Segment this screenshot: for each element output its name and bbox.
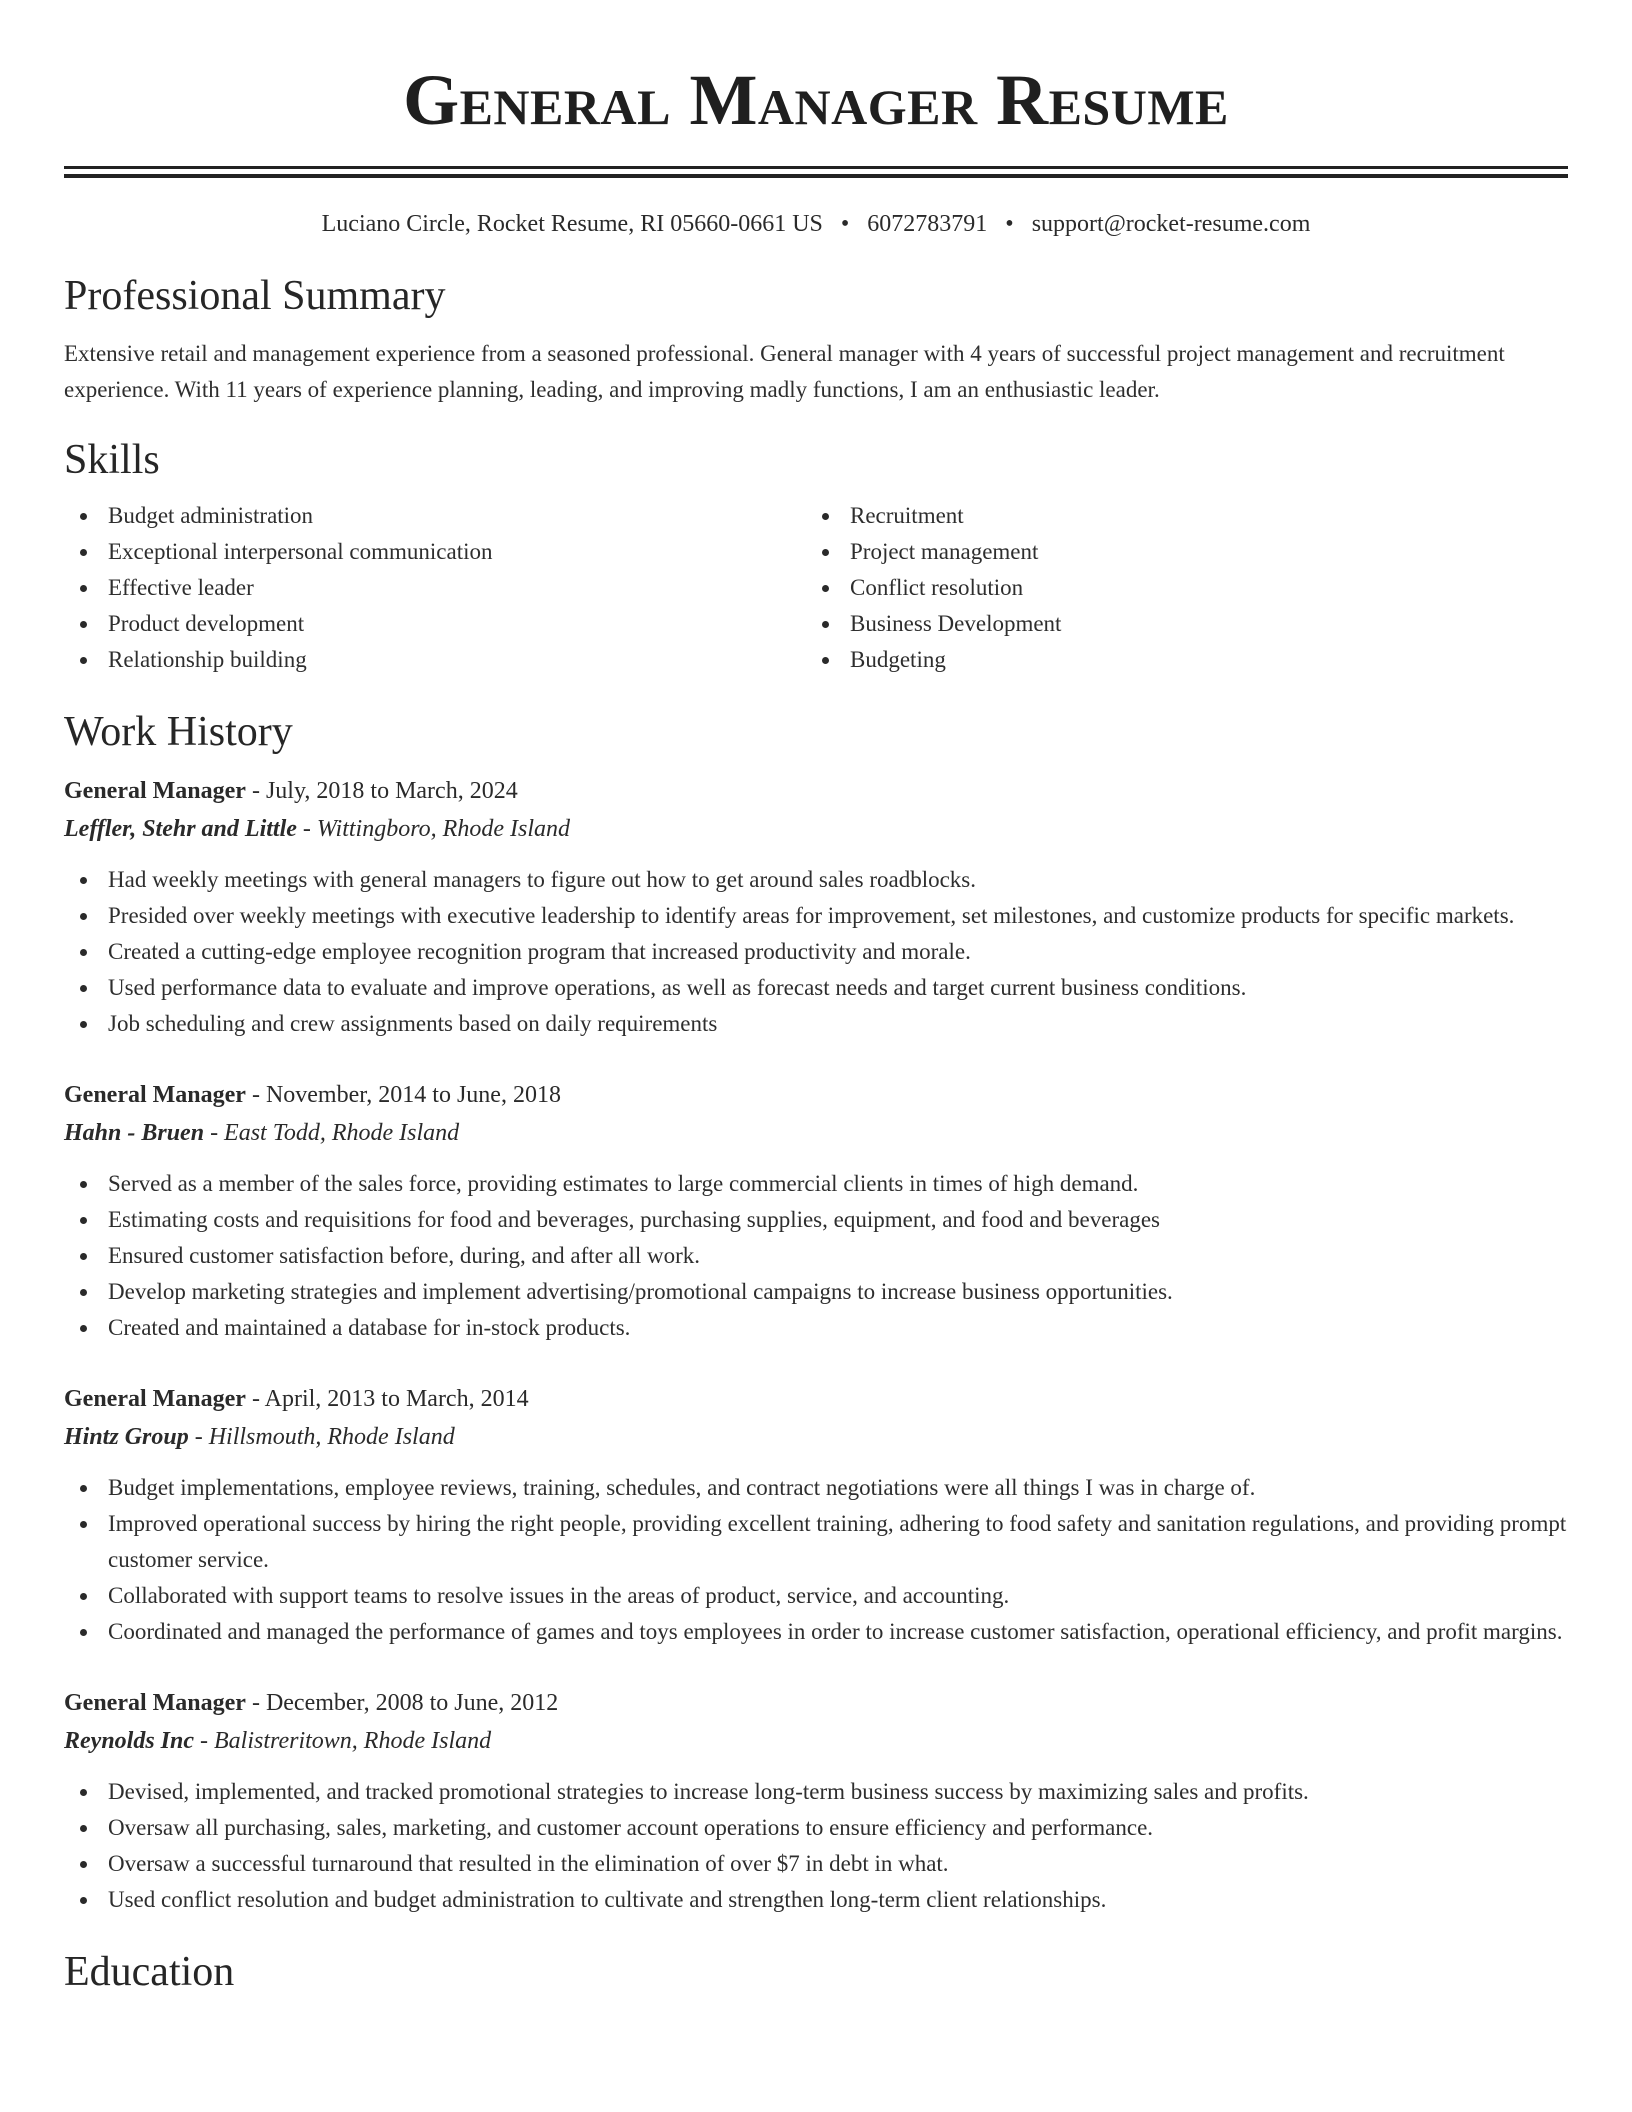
skill-item: Budgeting	[806, 642, 1548, 678]
job-duty: Had weekly meetings with general managers to figure out how to get around sales roadblocks.	[64, 862, 1568, 898]
skill-item: Project management	[806, 534, 1548, 570]
job-entry	[64, 1076, 1568, 1346]
job-duty: Used conflict resolution and budget administration to cultivate and strengthen long-term client relationships.	[64, 1882, 1568, 1918]
job-location: - Hillsmouth, Rhode Island	[188, 1424, 455, 1450]
job-location: - Balistreritown, Rhode Island	[194, 1728, 492, 1754]
job-title: General Manager	[64, 778, 246, 804]
job-title: General Manager	[64, 1386, 246, 1412]
work-history-heading: Work History	[64, 709, 293, 755]
skill-item: Product development	[64, 606, 806, 642]
job-title-line	[64, 1076, 1568, 1114]
job-company: Hahn - Bruen	[64, 1120, 205, 1146]
skill-item: Relationship building	[64, 642, 806, 678]
education-heading: Education	[64, 1949, 235, 1995]
skills-column-left	[64, 498, 806, 678]
skill-item: Recruitment	[806, 498, 1548, 534]
title-double-rule	[64, 166, 1568, 178]
skill-item: Budget administration	[64, 498, 806, 534]
job-duties-list	[64, 1774, 1568, 1918]
contact-address: Luciano Circle, Rocket Resume, RI 05660-0661 US	[321, 211, 823, 237]
job-company: Leffler, Stehr and Little	[64, 816, 297, 842]
job-duty: Develop marketing strategies and implement advertising/promotional campaigns to increase business opportunities.	[64, 1274, 1568, 1310]
job-duty: Estimating costs and requisitions for food and beverages, purchasing supplies, equipment, and food and beverages	[64, 1202, 1568, 1238]
job-duty: Served as a member of the sales force, providing estimates to large commercial clients in times of high demand.	[64, 1166, 1568, 1202]
job-dates: - December, 2008 to June, 2012	[245, 1690, 559, 1716]
job-duties-list	[64, 1470, 1568, 1650]
skill-item: Effective leader	[64, 570, 806, 606]
skills-heading: Skills	[64, 437, 160, 483]
job-company: Hintz Group	[64, 1424, 189, 1450]
job-duty: Presided over weekly meetings with executive leadership to identify areas for improvement, set milestones, and customize products for specific markets.	[64, 898, 1568, 934]
job-title: General Manager	[64, 1082, 246, 1108]
job-dates: - July, 2018 to March, 2024	[245, 778, 518, 804]
job-dates: - November, 2014 to June, 2018	[245, 1082, 561, 1108]
job-duties-list	[64, 862, 1568, 1042]
job-company-line	[64, 1722, 1568, 1760]
job-entry	[64, 772, 1568, 1042]
job-location: - East Todd, Rhode Island	[204, 1120, 460, 1146]
job-duty: Used performance data to evaluate and improve operations, as well as forecast needs and target current business conditions.	[64, 970, 1568, 1006]
contact-separator: •	[840, 211, 850, 237]
job-duty: Created a cutting-edge employee recognition program that increased productivity and morale.	[64, 934, 1568, 970]
job-duty: Devised, implemented, and tracked promotional strategies to increase long-term business success by maximizing sales and profits.	[64, 1774, 1568, 1810]
contact-line	[64, 208, 1568, 240]
job-duty: Coordinated and managed the performance of games and toys employees in order to increase customer satisfaction, operational efficiency, and profit margins.	[64, 1614, 1568, 1650]
skills-list-left	[64, 498, 806, 678]
job-title: General Manager	[64, 1690, 246, 1716]
skill-item: Exceptional interpersonal communication	[64, 534, 806, 570]
job-duty: Ensured customer satisfaction before, during, and after all work.	[64, 1238, 1568, 1274]
skill-item: Conflict resolution	[806, 570, 1548, 606]
contact-phone: 6072783791	[867, 211, 988, 237]
job-company-line	[64, 810, 1568, 848]
contact-separator: •	[1005, 211, 1014, 237]
skills-list-right	[806, 498, 1548, 678]
job-company: Reynolds Inc	[64, 1728, 195, 1754]
job-location: - Wittingboro, Rhode Island	[296, 816, 570, 842]
skills-columns	[64, 498, 1568, 678]
job-entry	[64, 1380, 1568, 1650]
job-duty: Created and maintained a database for in-stock products.	[64, 1310, 1568, 1346]
job-title-line	[64, 1684, 1568, 1722]
job-duty: Oversaw all purchasing, sales, marketing, and customer account operations to ensure efficiency and performance.	[64, 1810, 1568, 1846]
job-duties-list	[64, 1166, 1568, 1346]
job-dates: - April, 2013 to March, 2014	[245, 1386, 529, 1412]
skills-column-right	[806, 498, 1548, 678]
skill-item: Business Development	[806, 606, 1548, 642]
contact-email: support@rocket-resume.com	[1031, 211, 1311, 237]
job-title-line	[64, 1380, 1568, 1418]
job-duty: Collaborated with support teams to resolve issues in the areas of product, service, and accounting.	[64, 1578, 1568, 1614]
job-duty: Budget implementations, employee reviews, training, schedules, and contract negotiations were all things I was in charge of.	[64, 1470, 1568, 1506]
job-duty: Job scheduling and crew assignments based on daily requirements	[64, 1006, 1568, 1042]
job-company-line	[64, 1418, 1568, 1456]
summary-heading: Professional Summary	[64, 273, 446, 319]
page-title: General Manager Resume	[403, 60, 1229, 140]
job-company-line	[64, 1114, 1568, 1152]
job-title-line	[64, 772, 1568, 810]
job-duty: Improved operational success by hiring the right people, providing excellent training, adhering to food safety and sanitation regulations, and providing prompt customer service.	[64, 1506, 1568, 1578]
job-duty: Oversaw a successful turnaround that resulted in the elimination of over $7 in debt in what.	[64, 1846, 1568, 1882]
summary-text: Extensive retail and management experience from a seasoned professional. General manager with 4 years of successful project management and recruitment experience. With 11 years of experience planning, leading, and improving madly functions, I am an enthusiastic leader.	[64, 341, 1505, 402]
job-entry	[64, 1684, 1568, 1918]
